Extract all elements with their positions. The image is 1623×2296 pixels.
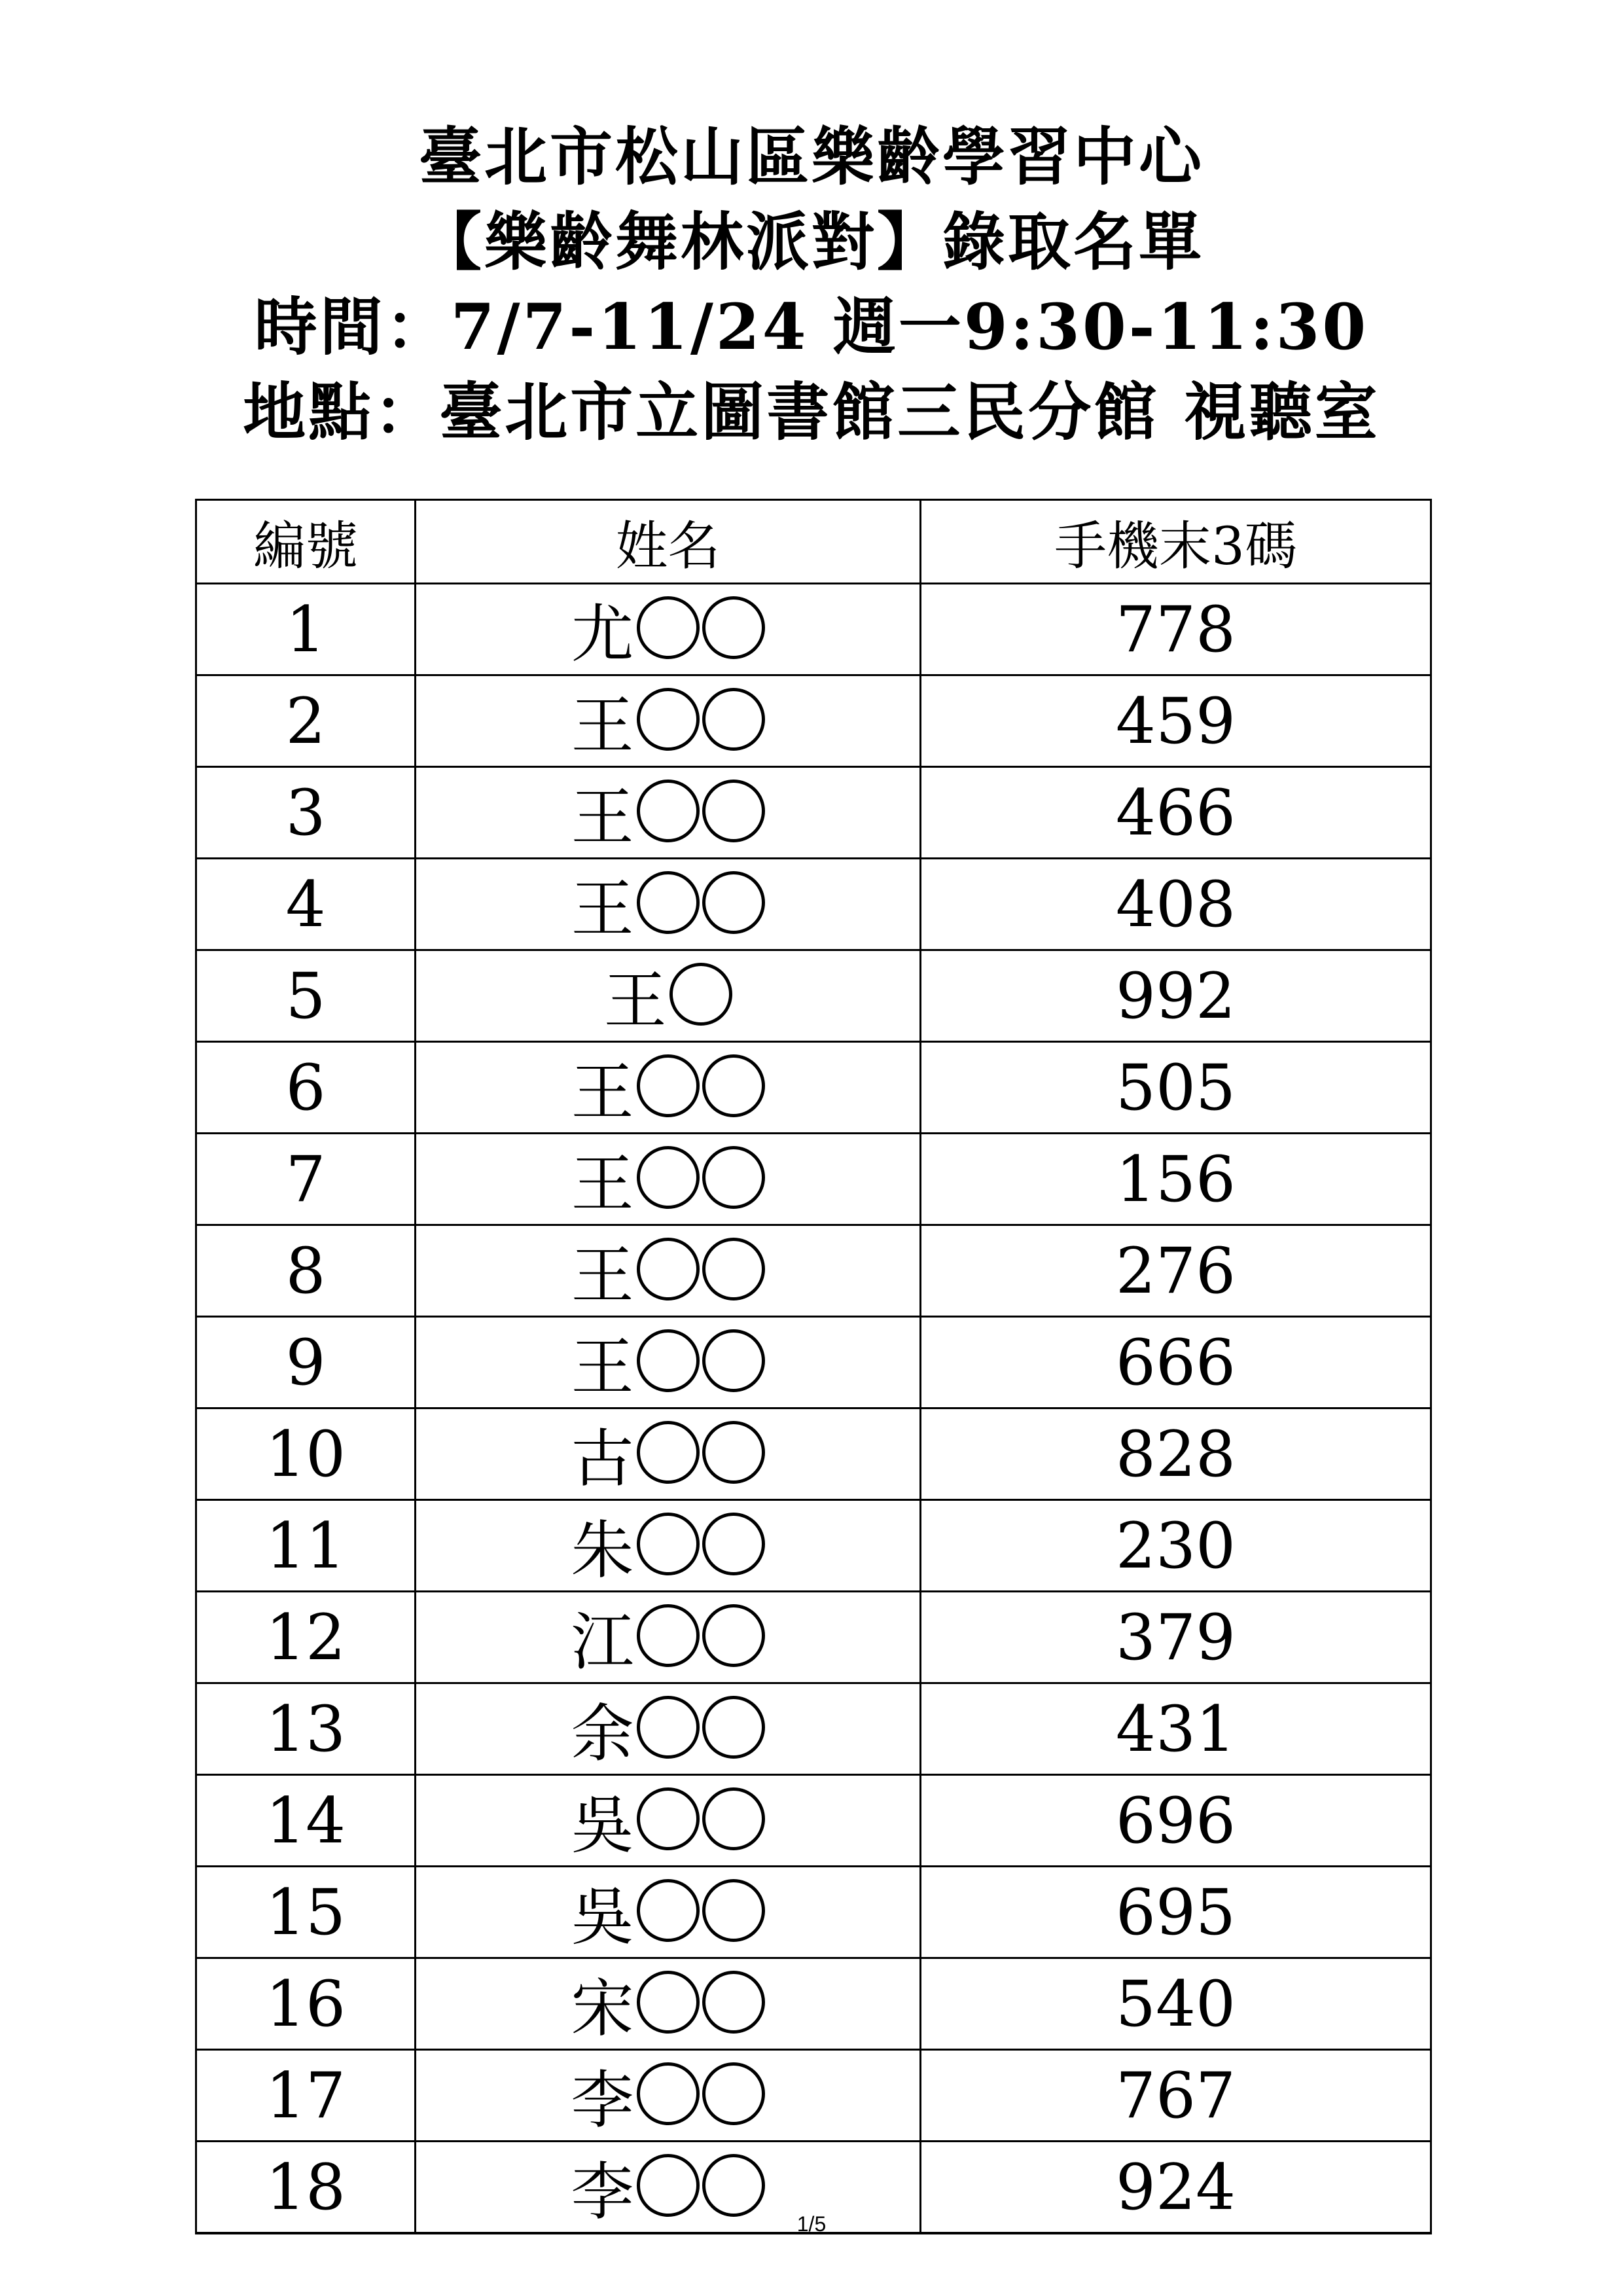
- row-name: [416, 1867, 921, 1958]
- masked-character-circle: [637, 2154, 700, 2217]
- masked-character-circle: [637, 1329, 700, 1392]
- surname: 古: [571, 1422, 634, 1496]
- surname: 李: [571, 2155, 634, 2229]
- table-row: [196, 1408, 1431, 1500]
- row-number: 17: [196, 2050, 416, 2142]
- row-number: 16: [196, 1958, 416, 2050]
- surname: 吳: [571, 1789, 634, 1862]
- row-phone-last3: 778: [921, 584, 1431, 675]
- row-name: [416, 584, 921, 675]
- row-phone-last3: 924: [921, 2142, 1431, 2234]
- surname: 王: [571, 1331, 634, 1404]
- table-row: [196, 1958, 1431, 2050]
- row-phone-last3: 276: [921, 1225, 1431, 1317]
- masked-character-circle: [702, 1146, 765, 1209]
- row-phone-last3: 666: [921, 1317, 1431, 1408]
- table-row: [196, 1867, 1431, 1958]
- surname: 王: [571, 1147, 634, 1221]
- masked-character-circle: [702, 1238, 765, 1300]
- masked-character-circle: [702, 1421, 765, 1484]
- surname: 余: [571, 1697, 634, 1770]
- row-phone-last3: 767: [921, 2050, 1431, 2142]
- column-header-number: 編號: [196, 500, 416, 584]
- row-number: 18: [196, 2142, 416, 2234]
- surname: 尤: [571, 598, 634, 671]
- surname: 王: [603, 964, 667, 1037]
- table-row: [196, 1500, 1431, 1592]
- row-name: [416, 1683, 921, 1775]
- table-row: [196, 1775, 1431, 1867]
- masked-character-circle: [637, 688, 700, 751]
- masked-character-circle: [702, 871, 765, 934]
- row-number: 14: [196, 1775, 416, 1867]
- row-number: 13: [196, 1683, 416, 1775]
- page-number: 1/5: [796, 2212, 827, 2236]
- column-header-phone: 手機末3碼: [921, 500, 1431, 584]
- surname: 宋: [571, 1972, 634, 2045]
- row-name: [416, 767, 921, 859]
- row-number: 8: [196, 1225, 416, 1317]
- masked-character-circle: [637, 1604, 700, 1667]
- masked-character-circle: [637, 1696, 700, 1759]
- surname: 李: [571, 2064, 634, 2137]
- row-name: [416, 1134, 921, 1225]
- row-name: [416, 950, 921, 1042]
- row-name: [416, 675, 921, 767]
- row-phone-last3: 992: [921, 950, 1431, 1042]
- masked-character-circle: [702, 1604, 765, 1667]
- masked-character-circle: [637, 780, 700, 842]
- row-name: [416, 1500, 921, 1592]
- masked-character-circle: [669, 963, 732, 1026]
- masked-character-circle: [637, 1971, 700, 2034]
- row-phone-last3: 540: [921, 1958, 1431, 2050]
- row-number: 2: [196, 675, 416, 767]
- table-row: [196, 1134, 1431, 1225]
- surname: 江: [571, 1605, 634, 1679]
- schedule-line: 時間：7/7-11/24 週一9:30-11:30: [254, 290, 1369, 364]
- masked-character-circle: [702, 1971, 765, 2034]
- table-body: [196, 584, 1431, 2234]
- row-number: 12: [196, 1592, 416, 1683]
- masked-character-circle: [702, 1329, 765, 1392]
- row-name: [416, 1958, 921, 2050]
- row-number: 9: [196, 1317, 416, 1408]
- row-phone-last3: 459: [921, 675, 1431, 767]
- masked-character-circle: [702, 2062, 765, 2125]
- masked-character-circle: [702, 596, 765, 659]
- table-row: [196, 1683, 1431, 1775]
- document-header: [0, 115, 1623, 455]
- location-line: 地點：臺北市立圖書館三民分館 視聽室: [243, 375, 1380, 449]
- row-number: 4: [196, 859, 416, 950]
- table-row: [196, 1225, 1431, 1317]
- row-phone-last3: 156: [921, 1134, 1431, 1225]
- row-phone-last3: 696: [921, 1775, 1431, 1867]
- masked-character-circle: [702, 1696, 765, 1759]
- masked-character-circle: [637, 1146, 700, 1209]
- row-phone-last3: 695: [921, 1867, 1431, 1958]
- list-title: 【樂齡舞林派對】錄取名單: [419, 205, 1204, 279]
- masked-character-circle: [637, 1238, 700, 1300]
- row-name: [416, 1592, 921, 1683]
- row-name: [416, 1225, 921, 1317]
- masked-character-circle: [702, 688, 765, 751]
- row-number: 5: [196, 950, 416, 1042]
- table-row: [196, 675, 1431, 767]
- table-row: [196, 859, 1431, 950]
- table-row: [196, 950, 1431, 1042]
- table-row: [196, 1317, 1431, 1408]
- row-name: [416, 2050, 921, 2142]
- table-header-row: [196, 500, 1431, 584]
- masked-character-circle: [702, 2154, 765, 2217]
- row-phone-last3: 466: [921, 767, 1431, 859]
- row-phone-last3: 379: [921, 1592, 1431, 1683]
- row-phone-last3: 828: [921, 1408, 1431, 1500]
- masked-character-circle: [637, 1054, 700, 1117]
- row-number: 6: [196, 1042, 416, 1134]
- masked-character-circle: [637, 1421, 700, 1484]
- surname: 王: [571, 1239, 634, 1312]
- surname: 王: [571, 1056, 634, 1129]
- row-number: 15: [196, 1867, 416, 1958]
- row-phone-last3: 230: [921, 1500, 1431, 1592]
- table-row: [196, 2050, 1431, 2142]
- masked-character-circle: [702, 1787, 765, 1850]
- row-number: 7: [196, 1134, 416, 1225]
- masked-character-circle: [637, 1513, 700, 1575]
- table-row: [196, 1042, 1431, 1134]
- surname: 朱: [571, 1514, 634, 1587]
- admission-table: [195, 499, 1432, 2234]
- masked-character-circle: [702, 1054, 765, 1117]
- table-row: [196, 584, 1431, 675]
- row-name: [416, 1775, 921, 1867]
- masked-character-circle: [702, 780, 765, 842]
- masked-character-circle: [637, 2062, 700, 2125]
- masked-character-circle: [637, 871, 700, 934]
- surname: 吳: [571, 1880, 634, 1954]
- row-phone-last3: 505: [921, 1042, 1431, 1134]
- row-phone-last3: 431: [921, 1683, 1431, 1775]
- row-name: [416, 1042, 921, 1134]
- row-phone-last3: 408: [921, 859, 1431, 950]
- surname: 王: [571, 872, 634, 946]
- masked-character-circle: [637, 1879, 700, 1942]
- masked-character-circle: [702, 1879, 765, 1942]
- table-row: [196, 767, 1431, 859]
- masked-character-circle: [702, 1513, 765, 1575]
- masked-character-circle: [637, 596, 700, 659]
- row-name: [416, 1408, 921, 1500]
- row-name: [416, 1317, 921, 1408]
- row-number: 3: [196, 767, 416, 859]
- surname: 王: [571, 689, 634, 762]
- row-number: 1: [196, 584, 416, 675]
- masked-character-circle: [637, 1787, 700, 1850]
- row-number: 11: [196, 1500, 416, 1592]
- table-row: [196, 1592, 1431, 1683]
- surname: 王: [571, 781, 634, 854]
- center-title: 臺北市松山區樂齡學習中心: [419, 120, 1204, 194]
- column-header-name: 姓名: [416, 500, 921, 584]
- row-number: 10: [196, 1408, 416, 1500]
- row-name: [416, 859, 921, 950]
